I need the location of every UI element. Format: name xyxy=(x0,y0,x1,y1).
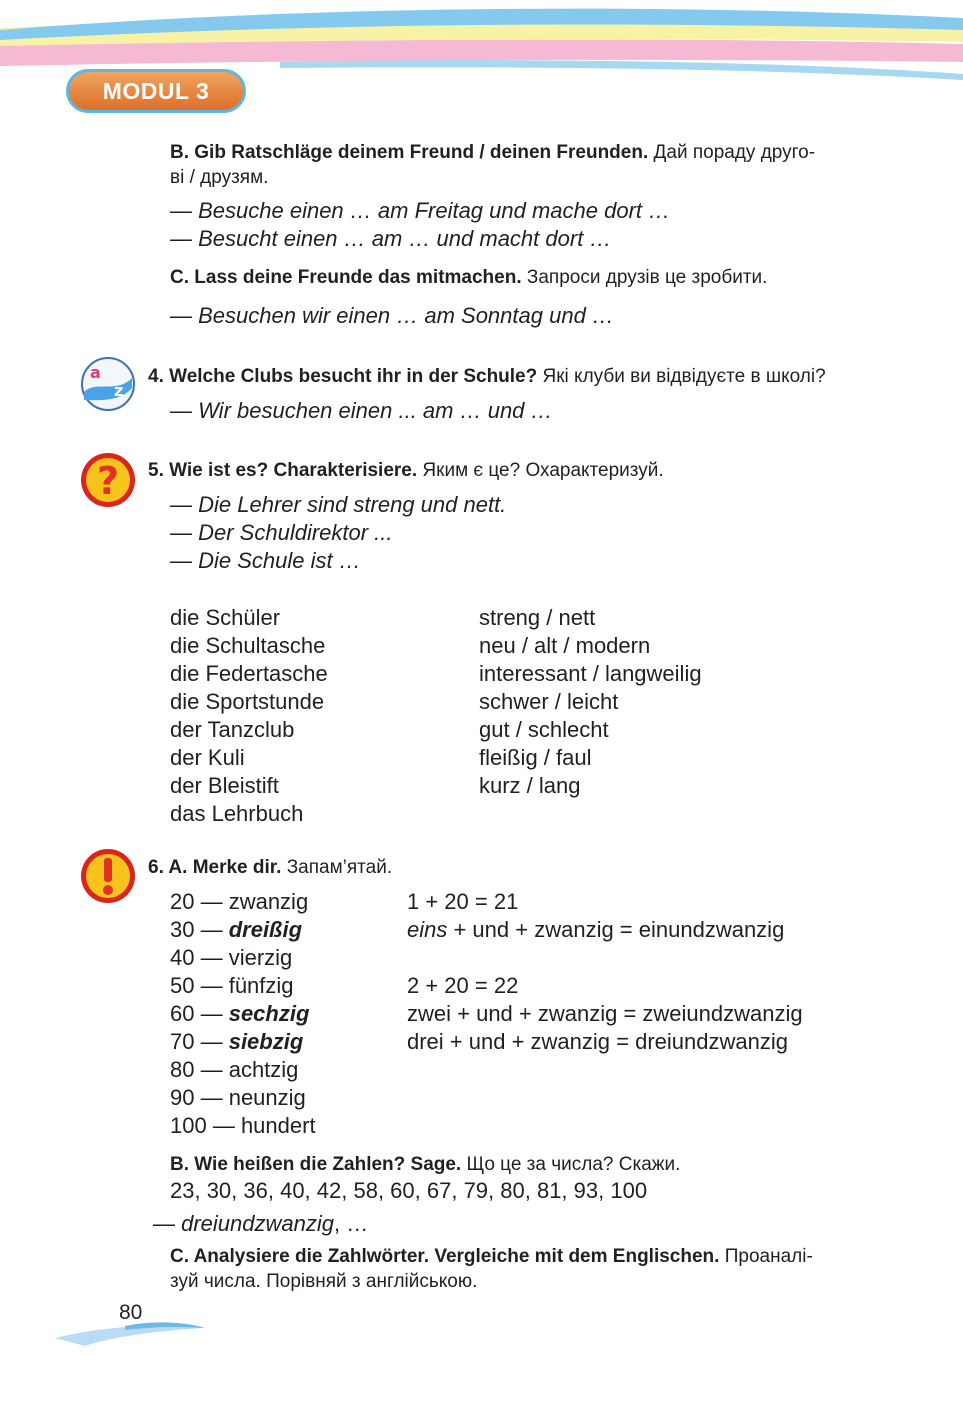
task-4-title: 4. Welche Clubs besucht ihr in der Schule? xyxy=(148,366,538,387)
task-6a-translation: Запам’ятай. xyxy=(286,857,393,878)
tens-row: 90 — neunzig xyxy=(170,1085,306,1110)
section-b-translation-cont: ві / друзям. xyxy=(170,167,269,188)
adjective-item: streng / nett xyxy=(479,605,596,630)
task-4-instruction xyxy=(148,364,908,389)
adjective-item: gut / schlecht xyxy=(479,717,609,742)
adjective-item: kurz / lang xyxy=(479,773,581,798)
noun-item: der Tanzclub xyxy=(170,717,295,742)
task-4-translation: Які клуби ви відвідуєте в школі? xyxy=(542,366,826,387)
tens-list xyxy=(170,888,400,1140)
noun-item: der Bleistift xyxy=(170,773,279,798)
module-badge: MODUL 3 xyxy=(66,69,246,113)
sum-2: 2 + 20 = 22 xyxy=(407,973,519,998)
section-c-instruction xyxy=(170,265,890,290)
tens-row: 60 — sechzig xyxy=(170,1001,310,1026)
task-4-example: — Wir besuchen einen ... am … und … xyxy=(170,398,553,423)
svg-text:z: z xyxy=(114,381,124,400)
tens-row: 40 — vierzig xyxy=(170,945,293,970)
noun-item: das Lehrbuch xyxy=(170,801,304,826)
az-dictionary-icon xyxy=(80,356,136,412)
task-6c-instruction xyxy=(170,1244,900,1294)
task-5-translation: Яким є це? Охарактеризуй. xyxy=(422,460,664,481)
composition-examples xyxy=(407,888,927,1056)
tens-row: 50 — fünfzig xyxy=(170,973,294,998)
noun-item: die Schüler xyxy=(170,605,281,630)
footer-wave xyxy=(55,1318,215,1348)
task-5-example-3: — Die Schule ist … xyxy=(170,548,361,573)
task-5-instruction xyxy=(148,458,908,483)
task-6b-example: — dreiundzwanzig, … xyxy=(153,1211,369,1236)
tens-row: 20 — zwanzig xyxy=(170,889,309,914)
task-6a-title: 6. A. Merke dir. xyxy=(148,857,282,878)
tens-row: 30 — dreißig xyxy=(170,917,303,942)
noun-item: die Schultasche xyxy=(170,633,326,658)
tens-row: 80 — achtzig xyxy=(170,1057,299,1082)
section-c-title: C. Lass deine Freunde das mitmachen. xyxy=(170,267,522,288)
nouns-list xyxy=(170,604,460,828)
svg-text:a: a xyxy=(90,363,101,382)
tens-row: 70 — siebzig xyxy=(170,1029,304,1054)
adjectives-list xyxy=(479,604,879,800)
sum-1: 1 + 20 = 21 xyxy=(407,889,519,914)
task-6c-translation-cont: зуй числа. Порівняй з англійською. xyxy=(170,1271,478,1292)
task-6c-translation: Проаналі- xyxy=(724,1246,813,1267)
noun-item: die Sportstunde xyxy=(170,689,325,714)
page-number: 80 xyxy=(119,1301,143,1324)
task-6a-instruction xyxy=(148,855,908,880)
task-6c-title: C. Analysiere die Zahlwörter. Vergleiche mit dem Englischen. xyxy=(170,1246,720,1267)
svg-text:?: ? xyxy=(96,459,120,503)
section-c-translation: Запроси друзів це зробити. xyxy=(526,267,768,288)
adjective-item: fleißig / faul xyxy=(479,745,592,770)
task-6b-numbers: 23, 30, 36, 40, 42, 58, 60, 67, 79, 80, 81, 93, 100 xyxy=(170,1178,648,1203)
section-b-example-1: — Besuche einen … am Freitag und mache dort … xyxy=(170,198,671,223)
noun-item: der Kuli xyxy=(170,745,245,770)
task-6b-instruction xyxy=(170,1152,890,1177)
task-5-example-2: — Der Schuldirektor ... xyxy=(170,520,393,545)
adjective-item: interessant / langweilig xyxy=(479,661,702,686)
task-6b-title: B. Wie heißen die Zahlen? Sage. xyxy=(170,1154,462,1175)
sum-3-words: drei + und + zwanzig = dreiundzwanzig xyxy=(407,1029,788,1054)
task-5-example-1: — Die Lehrer sind streng und nett. xyxy=(170,492,507,517)
section-b-example-2: — Besucht einen … am … und macht dort … xyxy=(170,226,612,251)
section-c-example: — Besuchen wir einen … am Sonntag und … xyxy=(170,303,614,328)
exclamation-mark-icon xyxy=(80,848,136,904)
sum-2-words: zwei + und + zwanzig = zweiundzwanzig xyxy=(407,1001,803,1026)
section-b-title: B. Gib Ratschläge deinem Freund / deinen Freunden. xyxy=(170,142,649,163)
tens-row: 100 — hundert xyxy=(170,1113,316,1138)
task-5-title: 5. Wie ist es? Charakterisiere. xyxy=(148,460,418,481)
sum-1-words: eins + und + zwanzig = einundzwanzig xyxy=(407,917,785,942)
noun-item: die Federtasche xyxy=(170,661,328,686)
question-mark-icon xyxy=(80,452,136,508)
adjective-item: schwer / leicht xyxy=(479,689,619,714)
section-b-translation: Дай пораду друго- xyxy=(653,142,816,163)
section-b-instruction xyxy=(170,140,890,190)
adjective-item: neu / alt / modern xyxy=(479,633,651,658)
task-6b-translation: Що це за числа? Скажи. xyxy=(466,1154,681,1175)
